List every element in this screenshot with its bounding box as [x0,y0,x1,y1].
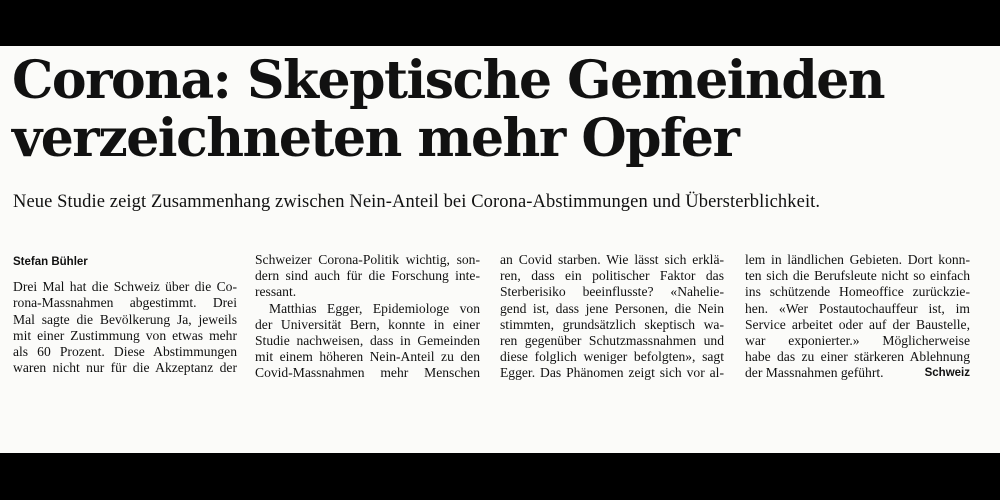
text-line: an Covid starben. Wie lässt sich erklä- [500,252,724,267]
text-line: dern sind auch für die Forschung inte- [255,268,480,284]
text-line: hen. «Wer Postautochauffeur ist, im [745,300,970,316]
text-line: der Universität Bern, konnte in einer [255,316,480,332]
text-line: gend ist, dass jene Personen, die Nein [500,300,724,316]
article-column-3 [500,252,724,382]
text-line: Mal sagte die Bevölkerung Ja, jeweils [13,311,237,327]
text-line: ins schützende Homeoffice zurückzie- [745,284,970,300]
text-line: Schweizer Corona-Politik wichtig, son- [255,252,480,267]
text-line: stimmten, grundsätzlich skeptisch wa- [500,316,724,332]
text-line: ten sich die Berufsleute nicht so einfach [745,268,970,284]
text-line: ren, dass ein politischer Faktor das [500,268,724,284]
text-line: habe das zu einer stärkeren Ablehnung [745,349,970,365]
text-line: rona-Massnahmen abgestimmt. Drei [13,295,237,311]
subheadline: Neue Studie zeigt Zusammenhang zwischen Nein-Anteil bei Corona-Abstimmungen und Übersterblichkeit. [13,192,821,212]
article-column-2 [255,252,480,382]
text-line: waren nicht nur für die Akzeptanz der [13,360,237,376]
byline: Stefan Bühler [13,256,88,268]
article-column-4 [745,252,970,382]
text-line: Matthias Egger, Epidemiologe von [269,300,480,316]
text-line: ren gegenüber Schutzmassnahmen und [500,333,724,349]
section-signature: Schweiz [924,367,970,380]
text-line: Egger. Das Phänomen zeigt sich vor al- [500,365,724,381]
text-line: Sterberisiko beeinflusste? «Nahelie- [500,284,724,300]
text-line: der Massnahmen geführt. [745,365,884,381]
headline-line-2: verzeichneten mehr Opfer [12,108,739,169]
text-line: ressant. [255,284,297,300]
text-line: Covid-Massnahmen mehr Menschen [255,365,480,381]
bottom-letterbox-bar [0,453,1000,500]
headline-line-1: Corona: Skeptische Gemeinden [12,50,885,111]
text-line: mit einer Zustimmung von etwas mehr [13,327,237,343]
text-line: Studie nachweisen, dass in Gemeinden [255,333,480,349]
text-line-with-signature [745,365,970,381]
text-line: als 60 Prozent. Diese Abstimmungen [13,344,237,360]
text-line: lem in ländlichen Gebieten. Dort konn- [745,252,970,267]
text-line: Drei Mal hat die Schweiz über die Co- [13,279,237,295]
text-line: Service arbeitet oder auf der Baustelle, [745,316,970,332]
article-column-1 [13,254,237,376]
top-letterbox-bar [0,0,1000,46]
text-line: war exponierter.» Möglicherweise [745,333,970,349]
headline [12,52,884,168]
text-line: diese folglich weniger befolgten», sagt [500,349,724,365]
text-line: mit einem höheren Nein-Anteil zu den [255,349,480,365]
